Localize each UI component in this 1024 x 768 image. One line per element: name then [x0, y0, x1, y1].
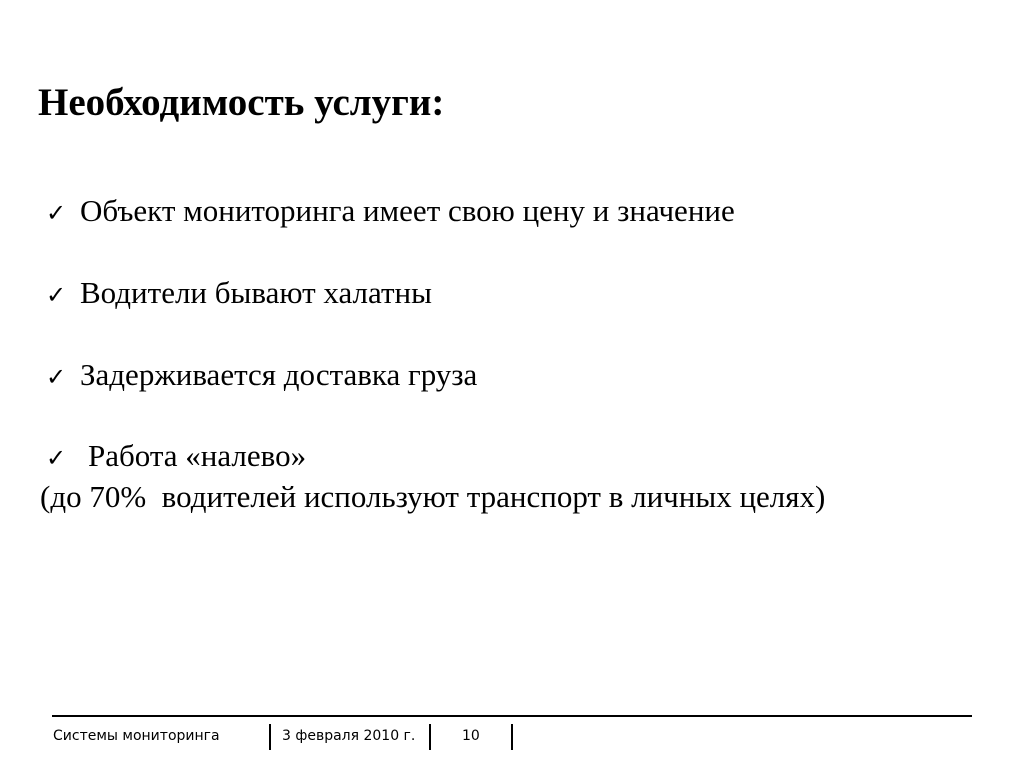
checkmark-icon: ✓ — [46, 281, 67, 309]
footer-separator — [429, 724, 431, 750]
bullet-item — [46, 437, 306, 477]
checkmark-icon: ✓ — [46, 444, 67, 472]
footer-separator — [269, 724, 271, 750]
footer-separator — [511, 724, 513, 750]
slide-title: Необходимость услуги: — [38, 81, 445, 124]
bullet-item — [46, 356, 477, 396]
bullet-text: Задерживается доставка груза — [80, 357, 478, 392]
footer-divider — [52, 715, 972, 717]
footer-date: 3 февраля 2010 г. — [282, 728, 416, 744]
checkmark-icon: ✓ — [46, 363, 67, 391]
bullet-text: Объект мониторинга имеет свою цену и значение — [80, 193, 735, 228]
page-number: 10 — [462, 728, 480, 744]
bullet-item — [46, 274, 432, 314]
bullet-text: Водители бывают халатны — [80, 275, 432, 310]
bullet-item — [46, 192, 735, 232]
footer-topic: Системы мониторинга — [53, 728, 220, 744]
bullet-text: Работа «налево» — [88, 438, 307, 473]
bullet-note: (до 70% водителей используют транспорт в личных целях) — [40, 479, 826, 514]
checkmark-icon: ✓ — [46, 199, 67, 227]
slide-footer — [0, 720, 1024, 760]
